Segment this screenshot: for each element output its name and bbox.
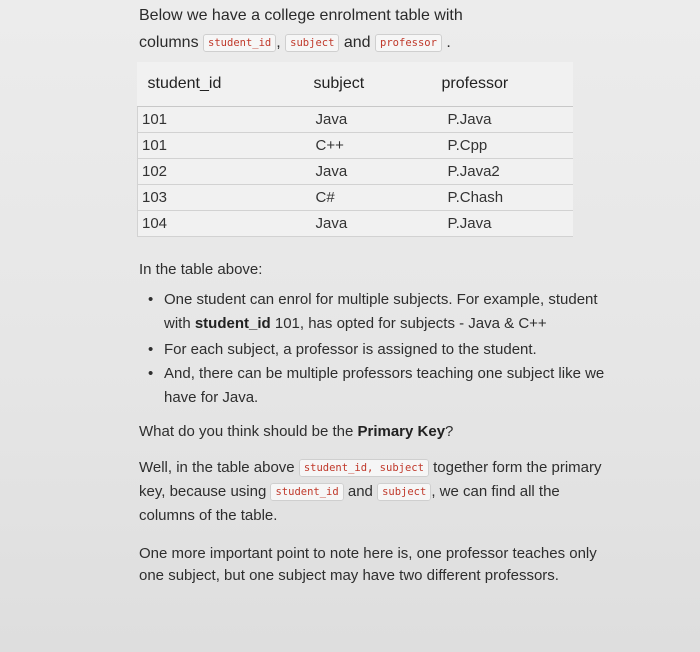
table-row bbox=[138, 185, 574, 211]
cell-student-id: 102 bbox=[138, 159, 298, 185]
cell-student-id: 103 bbox=[138, 185, 298, 211]
list-item bbox=[148, 362, 619, 410]
bullet-bold-term: student_id bbox=[194, 315, 271, 332]
header-student-id: student_id bbox=[138, 62, 298, 107]
cell-professor: P.Cpp bbox=[432, 133, 574, 159]
intro-columns-word: columns bbox=[139, 34, 199, 51]
intro-period: . bbox=[446, 34, 451, 51]
answer-pre: Well, in the table above bbox=[139, 459, 299, 476]
intro-line-1: Below we have a college enrolment table with bbox=[139, 7, 463, 24]
question-bold: Primary Key bbox=[357, 423, 446, 440]
cell-subject: C++ bbox=[298, 133, 432, 159]
cell-subject: Java bbox=[298, 107, 432, 133]
list-item bbox=[148, 288, 619, 336]
question-pre: What do you think should be the bbox=[139, 423, 358, 440]
question-paragraph bbox=[139, 420, 619, 444]
code-primary-key-pair: student_id, subject bbox=[299, 459, 429, 477]
cell-professor: P.Java bbox=[432, 211, 574, 237]
enrolment-table bbox=[137, 62, 573, 237]
section-intro-label: In the table above: bbox=[139, 261, 263, 278]
answer-mid-1: together form the primary key, because using bbox=[139, 459, 602, 500]
header-subject: subject bbox=[298, 62, 432, 107]
cell-student-id: 104 bbox=[138, 211, 298, 237]
header-professor: professor bbox=[432, 62, 574, 107]
bullet-text-pre: One student can enrol for multiple subjects. For example, student with bbox=[164, 291, 598, 332]
intro-and-word: and bbox=[343, 34, 371, 51]
cell-student-id: 101 bbox=[138, 107, 298, 133]
bullet-list bbox=[139, 288, 619, 410]
bullet-text: And, there can be multiple professors teaching one subject like we have for Java. bbox=[164, 365, 605, 406]
cell-professor: P.Java2 bbox=[432, 159, 574, 185]
table-row bbox=[138, 107, 574, 133]
code-professor: professor bbox=[375, 34, 442, 52]
code-subject: subject bbox=[285, 34, 339, 52]
table-row bbox=[138, 211, 574, 237]
list-item bbox=[148, 338, 619, 362]
code-subject-inline: subject bbox=[377, 483, 431, 501]
table-row bbox=[138, 133, 574, 159]
cell-professor: P.Chash bbox=[432, 185, 574, 211]
intro-separator: , bbox=[276, 34, 281, 51]
intro-paragraph bbox=[139, 2, 609, 57]
code-student-id-inline: student_id bbox=[270, 483, 343, 501]
code-student-id: student_id bbox=[203, 34, 276, 52]
answer-mid-2: and bbox=[343, 483, 378, 500]
table-header-row bbox=[138, 62, 574, 107]
cell-subject: C# bbox=[298, 185, 432, 211]
answer-post: , we can find all the columns of the table. bbox=[139, 483, 560, 524]
note-paragraph: One more important point to note here is, one professor teaches only one subject, but one subject may have two different professors. bbox=[139, 545, 597, 584]
cell-student-id: 101 bbox=[138, 133, 298, 159]
bullet-text: For each subject, a professor is assigned to the student. bbox=[164, 341, 537, 358]
bullet-icon: • bbox=[148, 341, 154, 358]
answer-paragraph bbox=[139, 456, 619, 528]
bullet-icon: • bbox=[148, 365, 154, 382]
question-post: ? bbox=[445, 423, 454, 440]
cell-subject: Java bbox=[298, 211, 432, 237]
cell-subject: Java bbox=[298, 159, 432, 185]
explanation-section bbox=[139, 258, 619, 587]
table-row bbox=[138, 159, 574, 185]
bullet-text-post: 101, has opted for subjects - Java & C++ bbox=[270, 315, 547, 332]
cell-professor: P.Java bbox=[432, 107, 574, 133]
bullet-icon: • bbox=[148, 291, 154, 308]
